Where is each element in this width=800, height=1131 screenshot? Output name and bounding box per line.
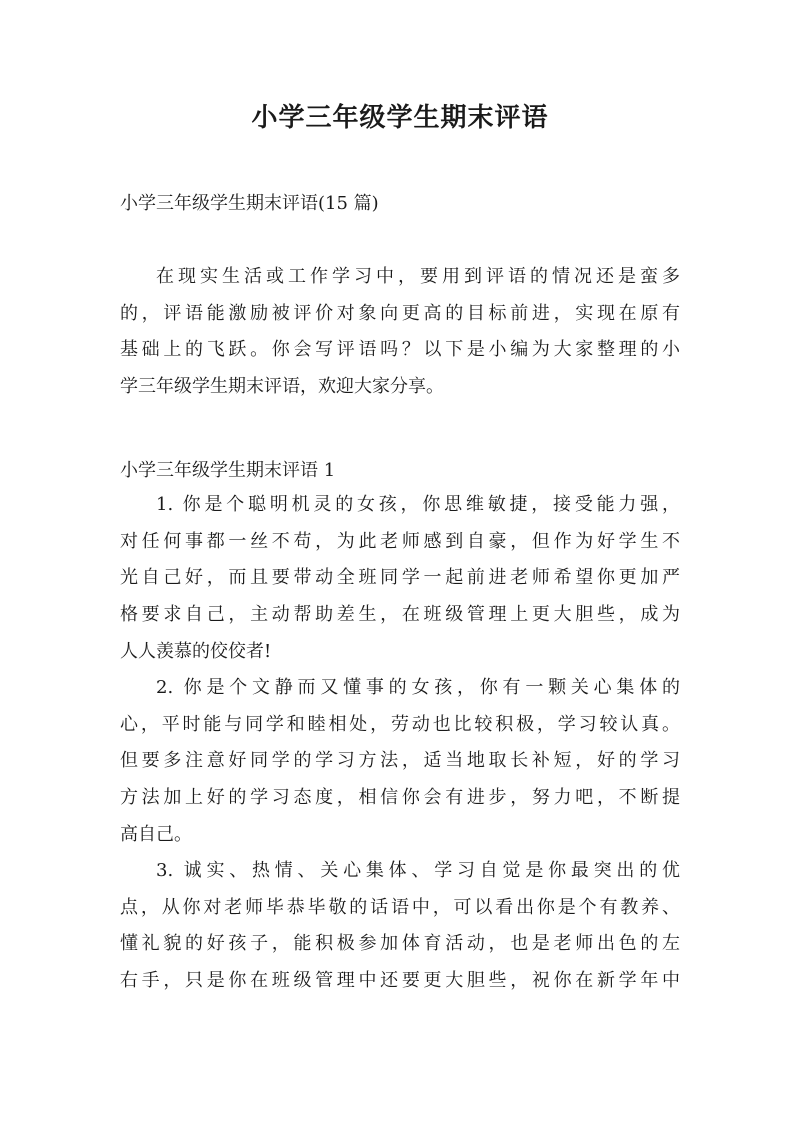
comment-line: 懂礼貌的好孩子，能积极参加体育活动，也是老师出色的左 [120, 933, 680, 955]
comment-line: 光自己好，而且要带动全班同学一起前进老师希望你更加严 [120, 567, 680, 589]
comment-line: 点，从你对老师毕恭毕敬的话语中，可以看出你是个有教养、 [120, 896, 680, 918]
section-heading [120, 453, 680, 490]
comment-paragraph-2 [120, 670, 680, 853]
comment-paragraph-3 [120, 853, 680, 1000]
comment-line: 格要求自己，主动帮助差生，在班级管理上更大胆些，成为 [120, 604, 680, 626]
comment-line: 右手，只是你在班级管理中还要更大胆些，祝你在新学年中 [120, 970, 680, 992]
comment-line: 1. 你是个聪明机灵的女孩，你思维敏捷，接受能力强， [156, 494, 680, 515]
intro-paragraph [120, 259, 680, 406]
intro-line: 基础上的飞跃。你会写评语吗？以下是小编为大家整理的小 [120, 339, 680, 361]
comment-line: 对任何事都一丝不苟，为此老师感到自豪，但作为好学生不 [120, 530, 680, 552]
section-heading-text: 小学三年级学生期末评语 1 [120, 460, 336, 481]
comment-line: 心，平时能与同学和睦相处，劳动也比较积极，学习较认真。 [120, 713, 680, 735]
intro-line: 的，评语能激励被评价对象向更高的目标前进，实现在原有 [120, 302, 680, 324]
comment-line: 人人羡慕的佼佼者! [120, 640, 272, 662]
comment-line: 但要多注意好同学的学习方法，适当地取长补短，好的学习 [120, 750, 680, 772]
comment-paragraph-1 [120, 487, 680, 670]
comment-line: 2. 你是个文静而又懂事的女孩，你有一颗关心集体的 [156, 677, 680, 698]
intro-line: 在现实生活或工作学习中，要用到评语的情况还是蛮多 [156, 266, 680, 287]
document-title: 小学三年级学生期末评语 [251, 103, 549, 133]
intro-line: 学三年级学生期末评语，欢迎大家分享。 [120, 376, 444, 398]
comment-line: 高自己。 [120, 823, 192, 845]
comment-line: 方法加上好的学习态度，相信你会有进步，努力吧，不断提 [120, 787, 680, 809]
document-subtitle: 小学三年级学生期末评语(15 篇) [120, 193, 379, 214]
comment-line: 3. 诚实、热情、关心集体、学习自觉是你最突出的优 [156, 860, 680, 881]
